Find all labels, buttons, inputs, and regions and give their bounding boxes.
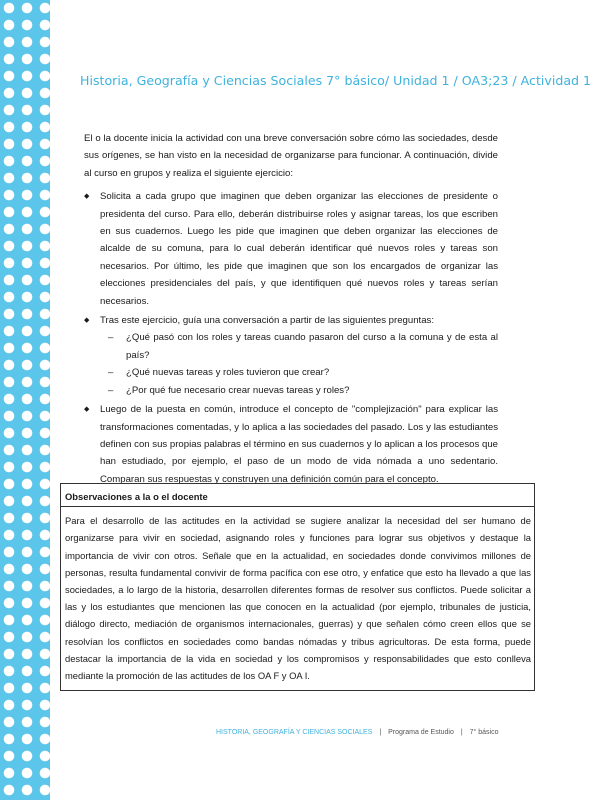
question-item: – ¿Qué nuevas tareas y roles tuvieron que crear? xyxy=(100,364,498,381)
footer-separator: | xyxy=(379,729,382,736)
question-item: – ¿Qué pasó con los roles y tareas cuando pasaron del curso a la comuna y de esta al país? xyxy=(100,329,498,364)
activity-body xyxy=(84,130,498,490)
list-item xyxy=(84,188,498,310)
observations-text: Para el desarrollo de las actitudes en la actividad se sugiere analizar la necesidad del ser humano de organizarse para vivir en sociedad, asignando roles y funciones para lograr sus objetivos y destaque la importancia de vivir con otros. Señale que en la actualidad, en sociedades donde convivimos millones de personas, resulta fundamental convivir de forma pacífica con ese otro, y enfatice que esto ha llevado a que las sociedades, a lo largo de la historia, desarrollen diferentes formas de resolver sus conflictos. Puede solicitar a las y los estudiantes que mencionen las que conocen en la actualidad (por ejemplo, tribunales de justicia, diálogo directo, mediación de organismos internacionales, guerras) y que señalen cómo creen ellos que se resolvían los conflictos en sociedades como bandas nómadas y tribus agricultoras. De esta forma, puede destacar la importancia de la vida en sociedad y los compromisos y responsabilidades que esto conlleva mediante la promoción de las actitudes de los OA F y OA I. xyxy=(65,515,531,682)
intro-paragraph: El o la docente inicia la actividad con una breve conversación sobre cómo las sociedades, desde sus orígenes, se han visto en la necesidad de organizarse para funcionar. A continuación, divide al curso en grupos y realiza el siguiente ejercicio: xyxy=(84,133,498,179)
guiding-questions xyxy=(100,329,498,399)
footer-program: Programa de Estudio xyxy=(388,729,454,736)
page-title: Historia, Geografía y Ciencias Sociales 7° básico/ Unidad 1 / OA3;23 / Actividad 1 xyxy=(80,73,592,88)
question-item: – ¿Por qué fue necesario crear nuevas tareas y roles? xyxy=(100,382,498,399)
step-text: Solicita a cada grupo que imaginen que deben organizar las elecciones de presidente o presidenta del curso. Para ello, deberán distribuirse roles y asignar tareas, los que escriben en sus cuadernos. Luego les pide que imaginen que deben organizar las elecciones de alcalde de su comuna, para lo cual deberán identificar qué nuevos roles y tareas son necesarios. Por último, les pide que imaginen que son los encargados de organizar las elecciones presidenciales del país, y que identifiquen qué nuevos roles y tareas serían necesarios. xyxy=(100,191,498,307)
footer-separator: | xyxy=(460,729,463,736)
list-item xyxy=(84,401,498,488)
list-item xyxy=(84,312,498,399)
activity-steps xyxy=(84,188,498,488)
step-text: Tras este ejercicio, guía una conversación a partir de las siguientes preguntas: xyxy=(100,315,435,327)
footer-grade: 7° básico xyxy=(469,729,499,736)
observations-title: Observaciones a la o el docente xyxy=(61,488,534,507)
footer-subject: HISTORIA, GEOGRAFÍA Y CIENCIAS SOCIALES xyxy=(216,729,373,736)
step-text: Luego de la puesta en común, introduce el concepto de "complejización" para explicar las transformaciones comentadas, y lo aplica a las sociedades del pasado. Los y las estudiantes definen con sus propias palabras el término en sus cuadernos y lo aplican a los procesos que han estudiado, por ejemplo, el paso de un modo de vida nómada a uno sedentario. Comparan sus respuestas y construyen una definición común para el concepto. xyxy=(100,404,498,485)
decorative-side-strip xyxy=(0,0,50,800)
page-footer xyxy=(216,729,586,736)
teacher-observations-box xyxy=(60,483,535,691)
